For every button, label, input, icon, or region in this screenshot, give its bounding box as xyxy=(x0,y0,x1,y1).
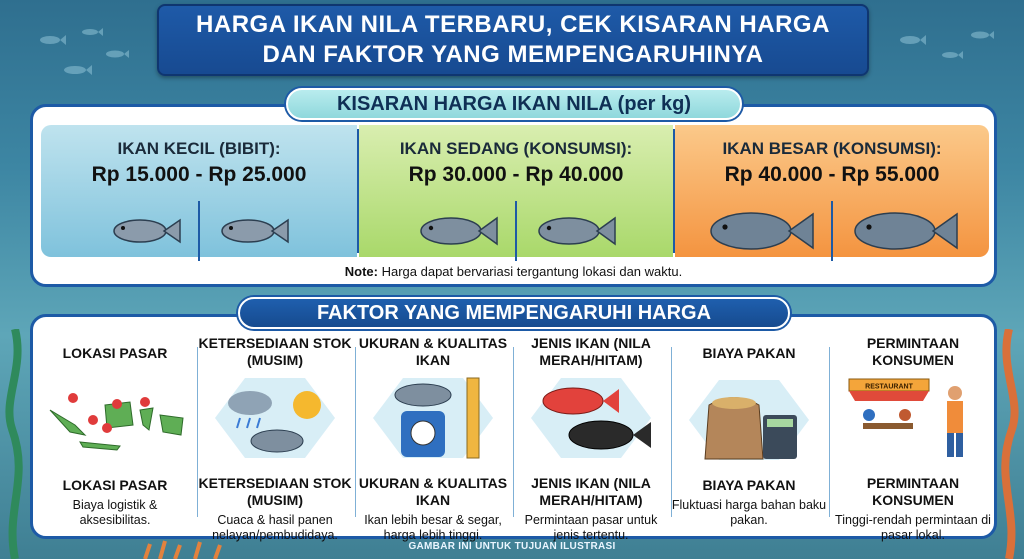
factor-heading: LOKASI PASAR xyxy=(62,344,168,361)
factor-heading: JENIS IKAN (NILA MERAH/HITAM) xyxy=(531,335,651,368)
factor-description: Permintaan pasar untuk jenis tertentu. xyxy=(524,513,658,542)
page-title xyxy=(157,4,869,76)
tier-price: Rp 40.000 - Rp 55.000 xyxy=(724,163,940,186)
footer-disclaimer: GAMBAR INI UNTUK TUJUAN ILUSTRASI xyxy=(408,541,616,552)
tilapia-fish-icon xyxy=(849,205,959,257)
tilapia-fish-icon xyxy=(533,211,617,251)
factor-heading: BIAYA PAKAN xyxy=(702,344,796,361)
note-text: Harga dapat bervariasi tergantung lokasi dan waktu. xyxy=(377,264,683,279)
tier-small xyxy=(41,125,357,257)
factor-heading: PERMINTAAN KONSUMEN xyxy=(866,335,960,368)
factor-description: Tinggi-rendah permintaan di pasar lokal. xyxy=(835,513,991,542)
price-section-heading: KISARAN HARGA IKAN NILA (per kg) xyxy=(286,88,742,120)
illustration xyxy=(843,373,983,463)
note-label: Note: xyxy=(344,264,378,279)
factor-location xyxy=(37,335,193,535)
tier-fish-row xyxy=(359,201,673,261)
factor-description: Ikan lebih besar & segar, harga lebih tinggi. xyxy=(364,513,502,542)
fish-separator xyxy=(515,201,517,261)
factor-description: Biaya logistik & aksesibilitas. xyxy=(72,498,158,527)
factor-feed-cost xyxy=(671,335,827,535)
factor-size-quality xyxy=(355,335,511,542)
tier-fish-row xyxy=(675,201,989,261)
background-fish-school-icon xyxy=(20,20,160,100)
factor-panel xyxy=(30,314,997,542)
illustration xyxy=(45,375,185,465)
tier-label: IKAN KECIL (BIBIT): xyxy=(117,139,281,158)
scale-icon xyxy=(363,373,503,463)
tilapia-fish-icon xyxy=(415,211,499,251)
title-line-2: DAN FAKTOR YANG MEMPENGARUHINYA xyxy=(262,41,764,68)
factor-heading: KETERSEDIAAN STOK (MUSIM) xyxy=(198,335,352,368)
feed-sack-calculator-icon xyxy=(679,375,819,465)
factor-description: Fluktuasi harga bahan baku pakan. xyxy=(671,498,827,527)
tier-price: Rp 30.000 - Rp 40.000 xyxy=(408,163,624,186)
price-note xyxy=(33,264,994,279)
fish-separator xyxy=(831,201,833,261)
factor-subheading: PERMINTAAN KONSUMEN xyxy=(866,475,960,508)
tier-medium xyxy=(359,125,673,257)
tier-large xyxy=(675,125,989,257)
indonesia-map-icon xyxy=(45,380,185,460)
factor-subheading: LOKASI PASAR xyxy=(62,477,168,493)
factor-section-heading: FAKTOR YANG MEMPENGARUHI HARGA xyxy=(238,297,790,329)
factor-stock xyxy=(197,335,353,542)
tilapia-fish-icon xyxy=(108,214,182,248)
factor-subheading: BIAYA PAKAN xyxy=(702,477,796,493)
tier-price: Rp 15.000 - Rp 25.000 xyxy=(91,163,307,186)
factor-subheading: KETERSEDIAAN STOK (MUSIM) xyxy=(198,475,352,508)
weather-icon xyxy=(205,373,345,463)
restaurant-icon xyxy=(843,373,983,463)
illustration xyxy=(205,373,345,463)
factor-consumer-demand xyxy=(835,335,991,542)
tier-label: IKAN SEDANG (KONSUMSI): xyxy=(399,139,633,158)
factor-divider xyxy=(829,347,830,517)
restaurant-sign-text: RESTAURANT xyxy=(865,383,913,391)
illustration xyxy=(521,373,661,463)
tilapia-fish-icon xyxy=(705,205,815,257)
illustration xyxy=(363,373,503,463)
factor-fish-type xyxy=(513,335,669,542)
title-line-1: HARGA IKAN NILA TERBARU, CEK KISARAN HARGA xyxy=(196,11,830,38)
tilapia-fish-icon xyxy=(216,214,290,248)
tier-label: IKAN BESAR (KONSUMSI): xyxy=(722,139,942,158)
factor-subheading: UKURAN & KUALITAS IKAN xyxy=(358,475,508,508)
tier-fish-row xyxy=(41,201,357,261)
red-black-fish-icon xyxy=(521,373,661,463)
factor-heading: UKURAN & KUALITAS IKAN xyxy=(358,335,508,368)
background-fish-school-icon xyxy=(890,20,1010,80)
illustration xyxy=(679,375,819,465)
factor-subheading: JENIS IKAN (NILA MERAH/HITAM) xyxy=(531,475,651,508)
fish-separator xyxy=(198,201,200,261)
factor-description: Cuaca & hasil panen nelayan/pembudidaya. xyxy=(212,513,338,542)
price-range-panel xyxy=(30,104,997,287)
